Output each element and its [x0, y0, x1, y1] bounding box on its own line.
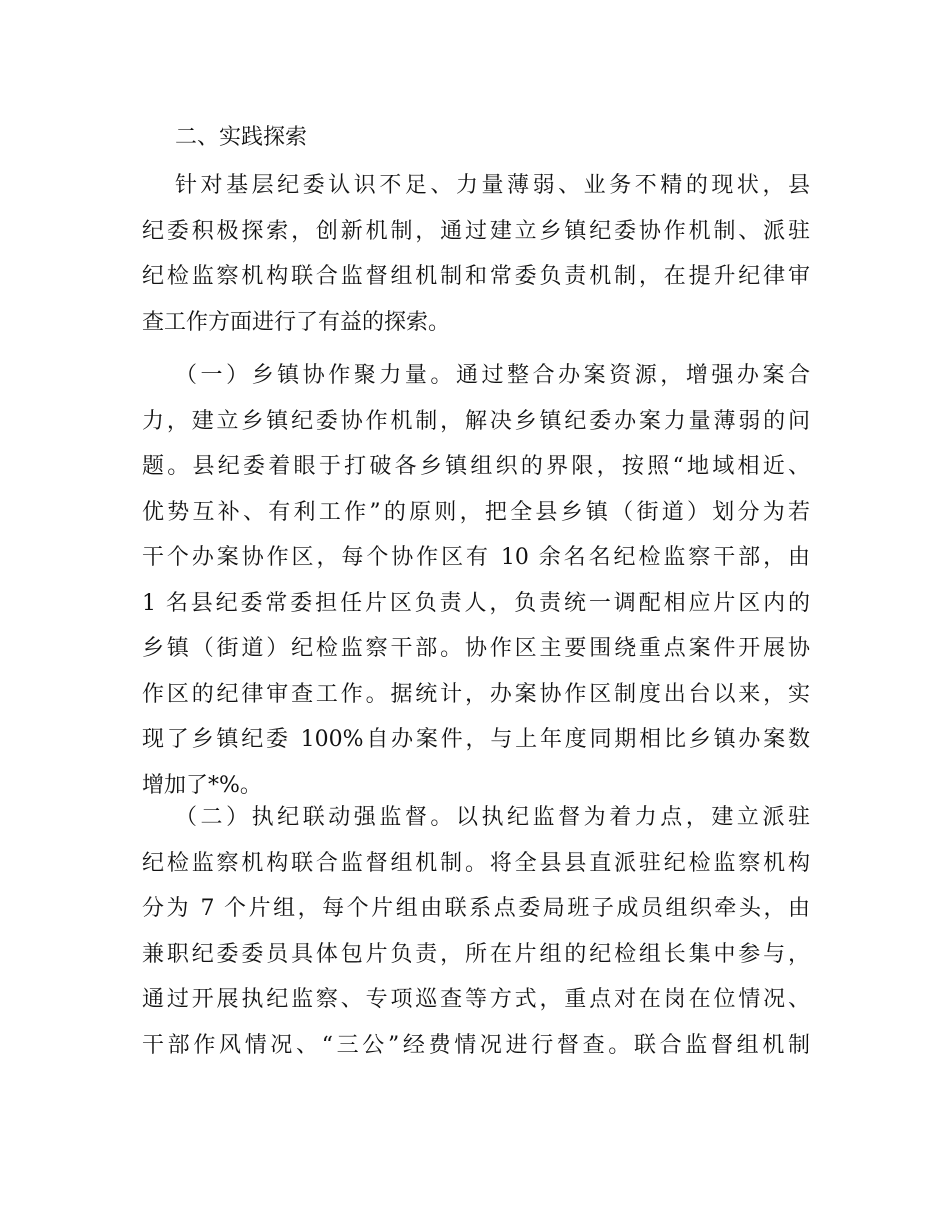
paragraph-line: 兼职纪委委员具体包片负责，所在片组的纪检组长集中参与， [142, 941, 810, 967]
section-heading: 二、实践探索 [175, 125, 308, 150]
paragraph-line: 题。县纪委着眼于打破各乡镇组织的界限，按照“地域相近、 [142, 454, 810, 479]
paragraph-line: 现了乡镇纪委 100%自办案件，与上年度同期相比乡镇办案数 [142, 727, 810, 752]
paragraph-line: 针对基层纪委认识不足、力量薄弱、业务不精的现状，县 [175, 173, 810, 198]
paragraph-line: 优势互补、有利工作”的原则，把全县乡镇（街道）划分为若 [142, 499, 810, 525]
paragraph-line: 纪检监察机构联合监督组机制。将全县县直派驻纪检监察机构 [142, 850, 810, 876]
paragraph-line: 作区的纪律审查工作。据统计，办案协作区制度出台以来，实 [142, 681, 810, 707]
paragraph-line: 通过开展执纪监察、专项巡查等方式，重点对在岗在位情况、 [142, 987, 810, 1012]
paragraph-line: 1 名县纪委常委担任片区负责人，负责统一调配相应片区内的 [142, 590, 810, 616]
paragraph-line: 增加了*%。 [142, 772, 262, 798]
paragraph-line: 纪检监察机构联合监督组机制和常委负责机制，在提升纪律审 [142, 264, 810, 289]
paragraph-line: 乡镇（街道）纪检监察干部。协作区主要围绕重点案件开展协 [142, 636, 810, 661]
paragraph-joint-supervision [142, 795, 810, 1068]
paragraph-line: （一）乡镇协作聚力量。通过整合办案资源，增强办案合 [175, 363, 810, 388]
paragraph-line: 分为 7 个片组，每个片组由联系点委局班子成员组织牵头，由 [142, 896, 810, 921]
paragraph-line: 纪委积极探索，创新机制，通过建立乡镇纪委协作机制、派驻 [142, 218, 810, 244]
paragraph-line: 干部作风情况、“三公”经费情况进行督查。联合监督组机制 [142, 1032, 810, 1058]
paragraph-line: 干个办案协作区，每个协作区有 10 余名名纪检监察干部，由 [142, 545, 810, 570]
paragraph-line: 查工作方面进行了有益的探索。 [142, 309, 451, 335]
paragraph-line: （二）执纪联动强监督。以执纪监督为着力点，建立派驻 [175, 805, 810, 830]
paragraph-township-cooperation [142, 353, 810, 808]
paragraph-intro [142, 163, 810, 345]
paragraph-line: 力，建立乡镇纪委协作机制，解决乡镇纪委办案力量薄弱的问 [142, 408, 810, 434]
